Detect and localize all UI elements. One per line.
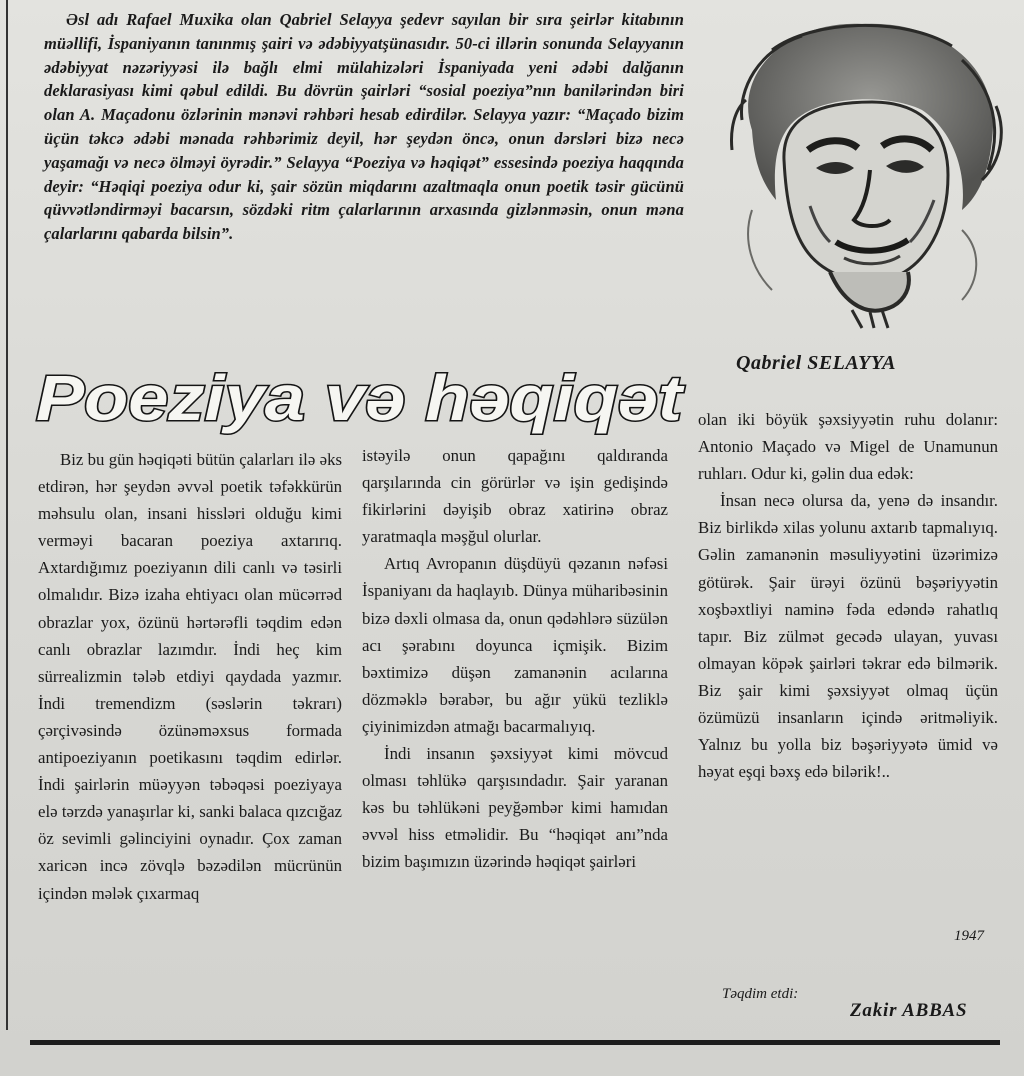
paragraph: olan iki böyük şəxsiyyətin ruhu dolanır: Antonio Maçado və Migel de Unamunun ruhları. Odur ki, gəlin dua edək:: [698, 410, 998, 484]
paragraph: Artıq Avropanın düşdüyü qəzanın nəfəsi İspaniyanı da haqlayıb. Dünya müharibəsinin bizə dəxli olmasa da, onun qədəhlərə süzülən acı şərabını doyunca içmişik. Bizim bəxtimizə düşən zamanənin acılarına dözməklə bərabər, bu ağır yükü tezliklə çiyinimizdən atmağı bacarmalıyıq.: [362, 554, 668, 736]
paragraph: İndi insanın şəxsiyyət kimi mövcud olması təhlükə qarşısındadır. Şair yaranan kəs bu təhlükəni peyğəmbər kimi hamıdan əvvəl hiss etməlidir. Bu “həqiqət anı”nda bizim başımızın üzərində həqiqət şairləri: [362, 744, 668, 872]
left-border-rule: [6, 0, 8, 1030]
headline: [32, 358, 692, 440]
article-column-3: [698, 406, 998, 785]
paragraph: Biz bu gün həqiqəti bütün çalarları ilə əks etdirən, hər şeydən əvvəl poetik təfəkkürün məhsulu olan, insani hissləri olduğu kimi verməyi bacaran poeziya axtarırıq. Axtardığımız poeziyanın dili canlı və təsirli olmalıdır. Bizə izaha ehtiyacı olan mücərrəd obrazlar yox, özünü hərtərəfli təqdim edən canlı obrazlar lazımdır. İndi heç kim sürrealizmin tələb etdiyi qaydada yazmır. İndi tremendizm (səslərin təkrarı) çərçivəsində özünəməxsus formada antipoeziyanın poetikasını təqdim edirlər. İndi şairlərin müəyyən təbəqəsi poeziyaya elə tərzdə yanaşırlar ki, sanki balaca qızcığaz öz sevimli gəlinciyini oynadır. Çox zaman xaricən incə zövqlə bəzədilən mücrünün içindən mələk çıxarmaq: [38, 450, 342, 903]
intro-paragraph: Əsl adı Rafael Muxika olan Qabriel Selayya şedevr sayılan bir sıra şeirlər kitabının müəllifi, İspaniyanın tanınmış şairi və ədəbiyyatşünasıdır. 50-ci illərin sonunda Selayyanın ədəbiyyat nəzəriyyəsi ilə bağlı elmi mülahizələri İspaniyada yeni ədəbi dalğanın deklarasiyası kimi qəbul edildi. Bu dövrün şairləri “sosial poeziya”nın banilərindən biri olan A. Maçadonu özlərinin mənəvi rəhbəri hesab edirdilər. Selayya yazır: “Maçado bizim üçün təkcə ədəbi mənada rəhbərimiz deyil, hər şeydən öncə, onun dərsləri bizə necə yaşamağı və necə ölməyi öyrədir.” Selayya “Poeziya və həqiqət” essesində poeziya haqqında deyir: “Həqiqi poeziya odur ki, şair sözün miqdarını azaltmaqla onun poetik təsir gücünü qüvvətləndirməyi bacarsın, sözdəki ritm çalarlarının arxasında gizlənməsin, onun məna çalarlarını qabarda bilsin”.: [44, 10, 684, 244]
author-name: Zakir ABBAS: [850, 1000, 968, 1021]
year-label: 1947: [954, 928, 984, 944]
portrait-illustration: [712, 10, 1012, 330]
headline-text: Poeziya və həqiqət: [36, 362, 686, 434]
portrait-sketch-icon: [712, 10, 1012, 330]
presented-by-label: Təqdim etdi:: [722, 986, 799, 1002]
article-column-2: [362, 442, 668, 876]
portrait-caption: Qabriel SELAYYA: [736, 352, 896, 374]
article-column-1: [38, 446, 342, 907]
bottom-rule: [30, 1040, 1000, 1045]
paragraph: İnsan necə olursa da, yenə də insandır. Biz birlikdə xilas yolunu axtarıb tapmalıyıq. Gəlin zamanənin məsuliyyətini üzərimizə götürək. Şair ürəyi özünü bəşəriyyətin xoşbəxtliyi naminə fəda edəndə rahatlıq tapır. Biz zülmət gecədə ulayan, yuvası olmayan köpək şairləri təkrar edə bilmərik. Biz şair kimi şəxsiyyət olmaq üçün özümüzü insanların içində əritməliyik. Yalnız bu yolla biz bəşəriyyətə ümid və həyat eşqi bəxş edə bilərik!..: [698, 491, 998, 782]
paragraph: istəyilə onun qapağını qaldıranda qarşılarında cin görürlər və işin gedişində fikirlərini dəyişib obraz xatirinə obraz yaratmaqla məşğul olurlar.: [362, 446, 668, 547]
